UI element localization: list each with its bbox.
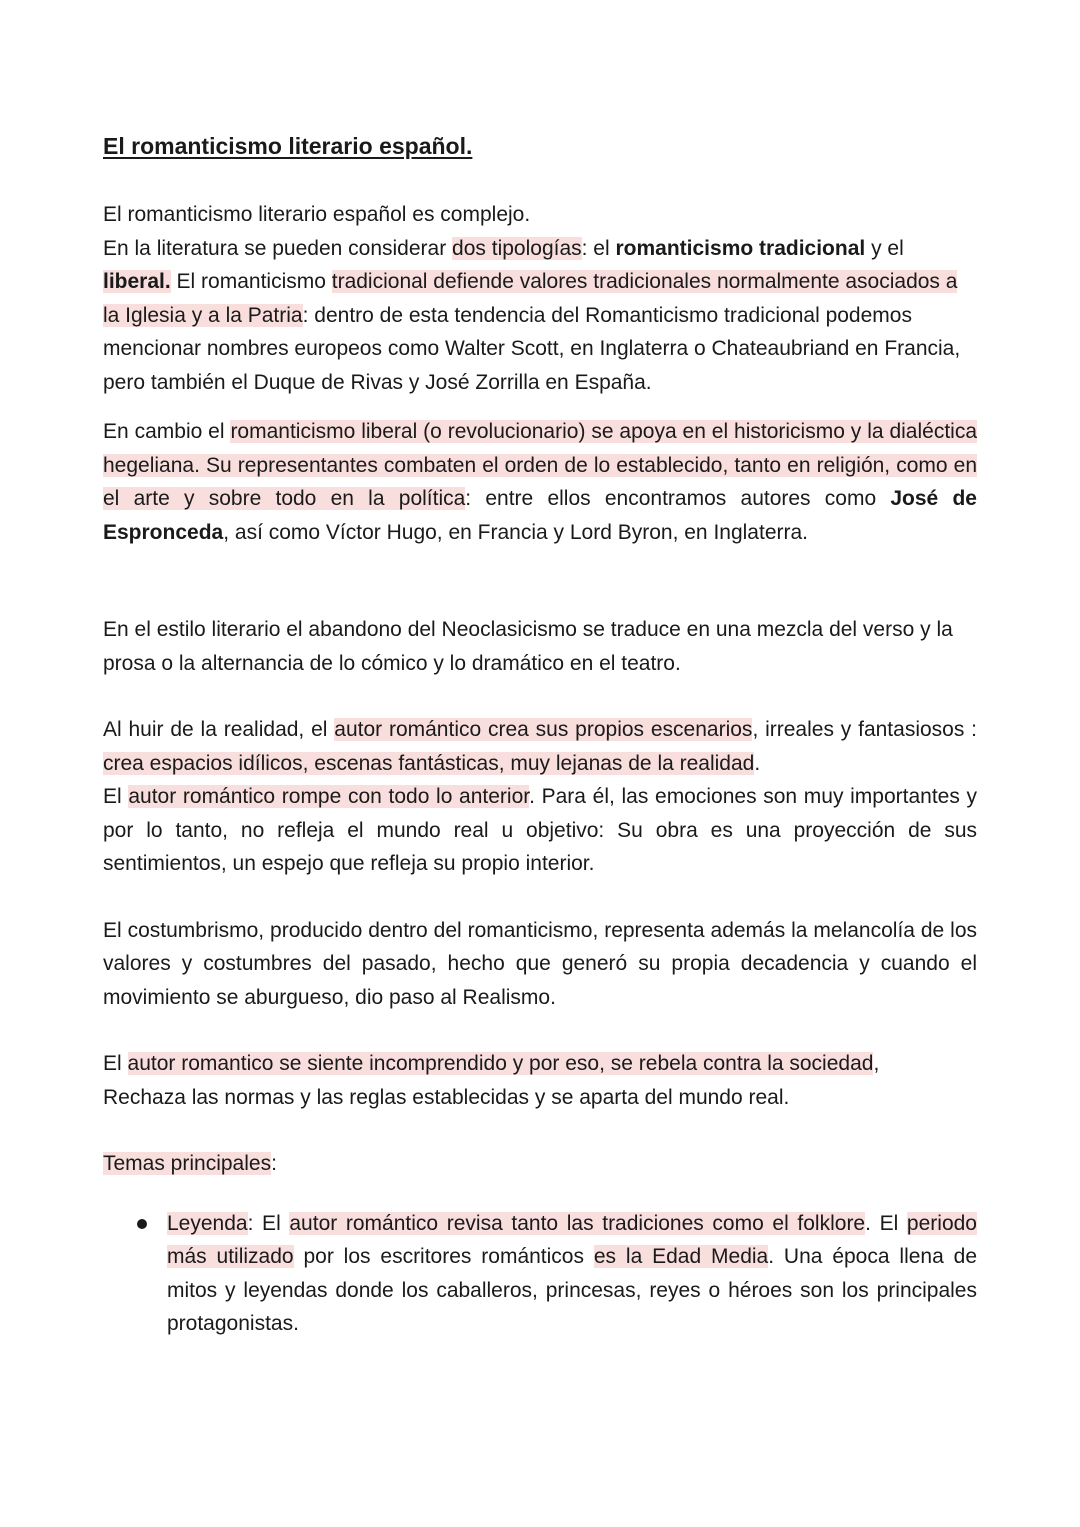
paragraph-costumbrismo: El costumbrismo, producido dentro del romanticismo, representa además la melancolía de los valores y costumbres del pasado, hecho que generó su propia decadencia y cuando el movimiento se aburgueso, dio paso al Realismo. xyxy=(103,918,977,1009)
highlighted-text: tradicional defiende valores tradicionales normalmente asociados a la Iglesia y a la Patria xyxy=(103,270,958,327)
temas-heading xyxy=(103,1147,977,1181)
spacer xyxy=(103,399,977,415)
spacer xyxy=(103,680,977,713)
text-span: En cambio el xyxy=(103,420,231,443)
page-title: El romanticismo literario español. xyxy=(103,133,473,159)
paragraph-liberal xyxy=(103,415,977,549)
bold-text: romanticismo tradicional xyxy=(615,236,866,260)
text-span: : el xyxy=(581,236,616,260)
bullet-icon xyxy=(137,1219,147,1229)
text-span: y el xyxy=(865,236,904,260)
highlighted-text: crea espacios idílicos, escenas fantásticas, muy lejanas de la realidad xyxy=(103,751,755,775)
bold-text: José de Espronceda xyxy=(103,487,977,544)
text-span: El xyxy=(103,1052,128,1075)
paragraph-incomprendido xyxy=(103,1047,977,1114)
text-span: Al huir de la realidad, el xyxy=(103,718,335,741)
highlighted-text: autor romántico crea sus propios escenarios xyxy=(334,718,753,741)
text-span: por los escritores románticos xyxy=(293,1245,594,1268)
highlighted-text: periodo más utilizado xyxy=(167,1211,977,1268)
highlighted-text: autor romantico se siente incomprendido y por eso, se rebela contra la sociedad xyxy=(127,1052,874,1075)
text-span: En la literatura se pueden considerar xyxy=(103,236,453,260)
list-item xyxy=(167,1207,977,1341)
highlighted-text: romanticismo liberal (o revolucionario) se apoya en el historicismo y la dialéctica hegeliana. Su representantes combaten el orden de lo establecido, tanto en religión, como en el arte y sobre todo en la política xyxy=(103,420,977,510)
text-span: : dentro de esta tendencia del Romanticismo tradicional podemos mencionar nombres europeos como Walter Scott, en Inglaterra o Chateaubriand en Francia, pero también el Duque de Rivas y José Zorrilla en España. xyxy=(103,303,961,394)
paragraph-estilo: En el estilo literario el abandono del Neoclasicismo se traduce en una mezcla del verso y la prosa o la alternancia de lo cómico y lo dramático en el teatro. xyxy=(103,618,953,675)
text-span: . xyxy=(754,751,761,775)
spacer xyxy=(103,1014,977,1047)
paragraph-intro xyxy=(103,198,977,399)
text-span: : El xyxy=(247,1211,290,1235)
spacer xyxy=(103,549,977,613)
text-span: , irreales y fantasiosos : xyxy=(752,718,978,741)
highlighted-text: Leyenda xyxy=(167,1211,248,1235)
highlighted-text: autor romántico revisa tanto las tradiciones como el folklore xyxy=(289,1211,866,1235)
spacer xyxy=(103,1114,977,1147)
bold-highlighted-text: liberal. xyxy=(103,270,171,293)
document-page xyxy=(103,128,977,1341)
intro-line: El romanticismo literario español es complejo. xyxy=(103,203,531,226)
text-span: , xyxy=(873,1052,880,1075)
text-span: . Para él, las emociones son muy importantes y por lo tanto, no refleja el mundo real u objetivo: Su obra es una proyección de sus sentimientos, un espejo que refleja su propio interior. xyxy=(103,785,978,875)
text-span: El romanticismo xyxy=(170,270,332,293)
text-span: , así como Víctor Hugo, en Francia y Lord Byron, en Inglaterra. xyxy=(223,520,808,544)
highlighted-text: autor romántico rompe con todo lo anterior xyxy=(128,785,530,808)
highlighted-text: Temas principales xyxy=(103,1152,272,1175)
highlighted-text: dos tipologías xyxy=(452,236,582,260)
text-span: El xyxy=(103,785,129,808)
highlighted-text: es la Edad Media xyxy=(593,1245,769,1268)
temas-list xyxy=(103,1207,977,1341)
text-span: : xyxy=(271,1152,277,1175)
text-span: . Una época llena de mitos y leyendas donde los caballeros, princesas, reyes o héroes son los principales protagonistas. xyxy=(167,1245,977,1335)
text-span: . El xyxy=(865,1211,907,1235)
text-span: : entre ellos encontramos autores como xyxy=(465,487,891,510)
paragraph-autor xyxy=(103,713,977,881)
text-span: Rechaza las normas y las reglas establecidas y se aparta del mundo real. xyxy=(103,1085,790,1109)
spacer xyxy=(103,881,977,914)
